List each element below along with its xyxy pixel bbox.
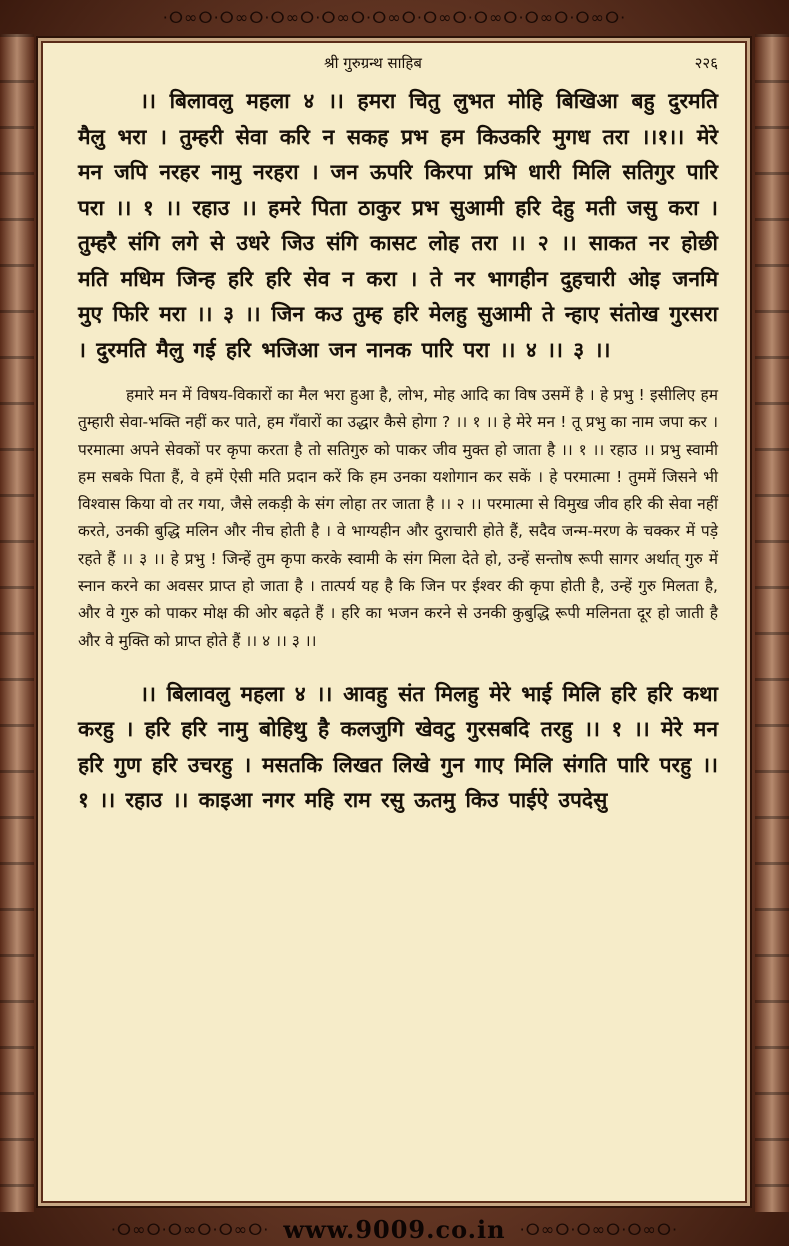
page-title: श्री गुरुग्रन्थ साहिब — [324, 54, 422, 72]
scripture-page — [36, 36, 752, 1208]
frame-top-border — [0, 0, 789, 34]
page-header — [78, 50, 718, 76]
hindi-translation-1-text: हमारे मन में विषय-विकारों का मैल भरा हुआ है, लोभ, मोह आदि का विष उसमें है । हे प्रभु ! इसीलिए हम तुम्हारी सेवा-भक्ति नहीं कर पाते, हम गँवारों का उद्धार कैसे होगा ? ।। १ ।। हे मेरे मन ! तू प्रभु का नाम जपा कर । परमात्मा अपने सेवकों पर कृपा करता है तो सतिगुरु को पाकर जीव मुक्त हो जाता है ।। १ ।। रहाउ ।। प्रभु स्वामी हम सबके पिता हैं, वे हमें ऐसी मति प्रदान करें कि हम उनका यशोगान कर सकें । हे परमात्मा ! तुममें जिसने भी विश्वास किया वो तर गया, जैसे लकड़ी के संग लोहा तर जाता है ।। २ ।। परमात्मा से विमुख जीव हरि की सेवा नहीं करते, उनकी बुद्धि मलिन और नीच होती है । वे भाग्यहीन और दुराचारी होते हैं, सदैव जन्म-मरण के चक्कर में पड़े रहते हैं ।। ३ ।। हे प्रभु ! जिन्हें तुम कृपा करके स्वामी के संग मिला देते हो, उन्हें सन्तोष रूपी सागर अर्थात् गुरु में स्नान करने का अवसर प्राप्त हो जाता है । तात्पर्य यह है कि जिन पर ईश्वर की कृपा होती है, उन्हें गुरु मिलता है, और वे गुरु को पाकर मोक्ष की ओर बढ़ते हैं । हरि का भजन करने से उनकी कुबुद्धि रूपी मलिनता दूर हो जाती है और वे मुक्ति को प्राप्त होते हैं ।। ४ ।। ३ ।। — [78, 386, 718, 650]
page-number: २२६ — [694, 54, 718, 72]
ornament-pattern-bottom-left: ·ⵔ∞ⵔ·ⵔ∞ⵔ·ⵔ∞ⵔ· — [110, 1219, 270, 1239]
ornament-pattern-top: ·ⵔ∞ⵔ·ⵔ∞ⵔ·ⵔ∞ⵔ·ⵔ∞ⵔ·ⵔ∞ⵔ·ⵔ∞ⵔ·ⵔ∞ⵔ·ⵔ∞ⵔ·ⵔ∞ⵔ· — [162, 7, 627, 27]
website-url: www.9009.co.in — [283, 1214, 506, 1244]
frame-left-border — [0, 34, 34, 1212]
gurbani-verse-1 — [78, 84, 718, 368]
ornament-pattern-bottom-right: ·ⵔ∞ⵔ·ⵔ∞ⵔ·ⵔ∞ⵔ· — [519, 1219, 679, 1239]
frame-bottom-border — [0, 1212, 789, 1246]
gurbani-verse-2 — [78, 677, 718, 819]
gurbani-verse-1-text: ।। बिलावलु महला ४ ।। हमरा चितु लुभत मोहि बिखिआ बहु दुरमति मैलु भरा । तुम्हरी सेवा करि न सकह प्रभ हम किउकरि मुगध तरा ।।१।। मेरे मन जपि नरहर नामु नरहरा । जन ऊपरि किरपा प्रभि धारी मिलि सतिगुर पारि परा ।। १ ।। रहाउ ।। हमरे पिता ठाकुर प्रभ सुआमी हरि देहु मती जसु करा । तुम्हरै संगि लगे से उधरे जिउ संगि कासट लोह तरा ।। २ ।। साकत नर होछी मति मधिम जिन्ह हरि हरि सेव न करा । ते नर भागहीन दुहचारी ओइ जनमि मुए फिरि मरा ।। ३ ।। जिन कउ तुम्ह हरि मेलहु सुआमी ते न्हाए संतोख गुरसरा । दुरमति मैलु गई हरि भजिआ जन नानक पारि परा ।। ४ ।। ३ ।। — [78, 89, 718, 362]
frame-right-border — [755, 34, 789, 1212]
hindi-translation-1 — [78, 382, 718, 655]
page-content — [78, 50, 718, 819]
gurbani-verse-2-text: ।। बिलावलु महला ४ ।। आवहु संत मिलहु मेरे भाई मिलि हरि हरि कथा करहु । हरि हरि नामु बोहिथु है कलजुगि खेवटु गुरसबदि तरहु ।। १ ।। मेरे मन हरि गुण हरि उचरहु । मसतकि लिखत लिखे गुन गाए मिलि संगति पारि परहु ।। १ ।। रहाउ ।। काइआ नगर महि राम रसु ऊतमु किउ पाईऐ उपदेसु — [78, 681, 718, 813]
